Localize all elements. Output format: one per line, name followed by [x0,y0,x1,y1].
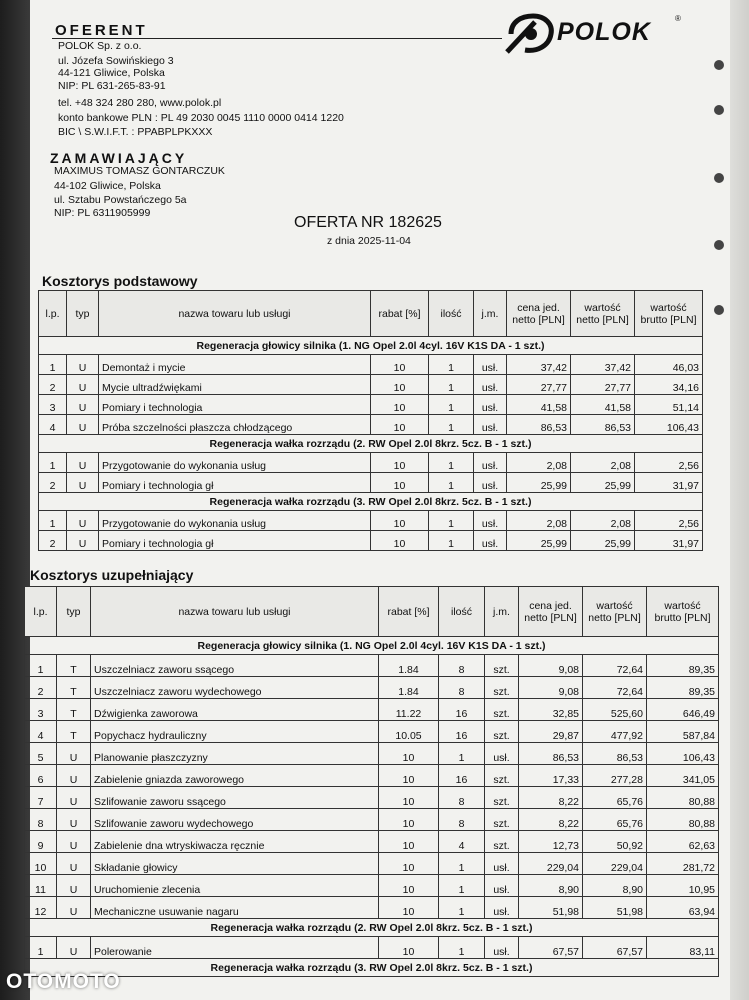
cell-netto: 86,53 [571,415,635,435]
header-nazwa: nazwa towaru lub usługi [91,587,379,637]
polok-logo [505,12,685,56]
cell-brutto: 10,95 [647,875,719,897]
cell-brutto: 281,72 [647,853,719,875]
seller-line: tel. +48 324 280 280, www.polok.pl [58,97,222,109]
cell-nazwa: Pomiary i technologia gł [99,531,371,551]
group-header-row [25,959,719,977]
cell-jm: szt. [485,699,519,721]
cell-typ: U [67,375,99,395]
group-title: Regeneracja wałka rozrządu (2. RW Opel 2.0l 8krz. 5cz. B - 1 szt.) [39,435,703,453]
cell-cena: 9,08 [519,677,583,699]
basic-cost-table [38,290,703,551]
cell-brutto: 80,88 [647,787,719,809]
cell-netto: 50,92 [583,831,647,853]
table-row [39,415,703,435]
cell-brutto: 2,56 [635,511,703,531]
cell-lp: 4 [25,721,57,743]
basic-table-body [39,337,703,551]
table-row [39,355,703,375]
cell-cena: 37,42 [507,355,571,375]
table-row [25,699,719,721]
header-rabat: rabat [%] [371,291,429,337]
cell-brutto: 646,49 [647,699,719,721]
seller-line: NIP: PL 631-265-83-91 [58,80,166,92]
cell-nazwa: Planowanie płaszczyzny [91,743,379,765]
cell-ilosc: 8 [439,677,485,699]
binder-hole [714,105,724,115]
table-header-row [25,587,719,637]
cell-nazwa: Uszczelniacz zaworu ssącego [91,655,379,677]
cell-lp: 11 [25,875,57,897]
cell-netto: 277,28 [583,765,647,787]
cell-jm: szt. [485,721,519,743]
otomoto-watermark: OTOMOTO [6,970,121,993]
cell-lp: 10 [25,853,57,875]
cell-jm: usł. [474,453,507,473]
cell-typ: U [57,875,91,897]
cell-netto: 72,64 [583,677,647,699]
table-row [39,473,703,493]
offer-document [30,0,730,1000]
cell-nazwa: Zabielenie gniazda zaworowego [91,765,379,787]
cell-ilosc: 1 [439,937,485,959]
cell-typ: U [67,453,99,473]
cell-jm: usł. [474,511,507,531]
cell-ilosc: 1 [429,355,474,375]
cell-rabat: 1.84 [379,655,439,677]
supplementary-table-body [25,637,719,977]
cell-jm: usł. [474,415,507,435]
cell-cena: 8,22 [519,787,583,809]
group-title: Regeneracja wałka rozrządu (2. RW Opel 2.0l 8krz. 5cz. B - 1 szt.) [25,919,719,937]
cell-rabat: 10 [379,743,439,765]
cell-ilosc: 16 [439,765,485,787]
cell-cena: 8,22 [519,809,583,831]
logo-text: POLOK [557,18,651,46]
cell-nazwa: Przygotowanie do wykonania usług [99,511,371,531]
cell-nazwa: Demontaż i mycie [99,355,371,375]
table-row [39,453,703,473]
cell-netto: 25,99 [571,473,635,493]
cell-typ: U [67,355,99,375]
cell-rabat: 10 [379,937,439,959]
header-brutto: wartość brutto [PLN] [647,587,719,637]
cell-typ: U [67,511,99,531]
buyer-line: ul. Sztabu Powstańczego 5a [54,194,187,206]
cell-netto: 229,04 [583,853,647,875]
cell-jm: szt. [485,787,519,809]
table-row [25,721,719,743]
cell-cena: 32,85 [519,699,583,721]
cell-lp: 2 [39,375,67,395]
table-row [25,875,719,897]
table-row [39,375,703,395]
cell-nazwa: Dźwigienka zaworowa [91,699,379,721]
header-nazwa: nazwa towaru lub usługi [99,291,371,337]
cell-rabat: 10 [379,809,439,831]
seller-heading: OFERENT [55,22,148,39]
header-lp: l.p. [39,291,67,337]
cell-jm: usł. [485,853,519,875]
cell-typ: U [67,395,99,415]
cell-ilosc: 1 [429,473,474,493]
cell-brutto: 62,63 [647,831,719,853]
buyer-line: MAXIMUS TOMASZ GONTARCZUK [54,165,225,177]
header-brutto: wartość brutto [PLN] [635,291,703,337]
table-row [39,531,703,551]
cell-lp: 1 [39,453,67,473]
seller-line: konto bankowe PLN : PL 49 2030 0045 1110 0000 0414 1220 [58,112,344,124]
cell-cena: 27,77 [507,375,571,395]
buyer-heading: ZAMAWIAJĄCY [50,150,188,166]
header-lp: l.p. [25,587,57,637]
cell-brutto: 31,97 [635,531,703,551]
table-row [25,787,719,809]
cell-typ: U [57,787,91,809]
cell-rabat: 10 [371,395,429,415]
cell-netto: 72,64 [583,655,647,677]
cell-ilosc: 8 [439,809,485,831]
cell-brutto: 587,84 [647,721,719,743]
cell-typ: T [57,677,91,699]
cell-rabat: 10 [379,897,439,919]
cell-netto: 27,77 [571,375,635,395]
buyer-line: 44-102 Gliwice, Polska [54,180,161,192]
cell-nazwa: Uruchomienie zlecenia [91,875,379,897]
cell-brutto: 63,94 [647,897,719,919]
cell-lp: 9 [25,831,57,853]
cell-nazwa: Pomiary i technologia [99,395,371,415]
cell-rabat: 10 [371,453,429,473]
cell-jm: usł. [485,937,519,959]
cell-ilosc: 8 [439,787,485,809]
cell-nazwa: Mycie ultradźwiękami [99,375,371,395]
cell-netto: 67,57 [583,937,647,959]
cell-rabat: 10 [379,831,439,853]
cell-brutto: 31,97 [635,473,703,493]
cell-jm: usł. [474,355,507,375]
cell-ilosc: 16 [439,699,485,721]
cell-rabat: 10 [379,765,439,787]
cell-lp: 8 [25,809,57,831]
cell-typ: U [57,897,91,919]
header-typ: typ [67,291,99,337]
cell-ilosc: 4 [439,831,485,853]
cell-brutto: 89,35 [647,677,719,699]
table-row [25,897,719,919]
group-title: Regeneracja głowicy silnika (1. NG Opel 2.0l 4cyl. 16V K1S DA - 1 szt.) [25,637,719,655]
group-header-row [39,337,703,355]
cell-netto: 2,08 [571,453,635,473]
header-netto: wartość netto [PLN] [583,587,647,637]
cell-lp: 1 [39,511,67,531]
cell-lp: 12 [25,897,57,919]
cell-brutto: 51,14 [635,395,703,415]
group-title: Regeneracja wałka rozrządu (3. RW Opel 2.0l 8krz. 5cz. B - 1 szt.) [25,959,719,977]
cell-netto: 2,08 [571,511,635,531]
cell-ilosc: 1 [439,875,485,897]
cell-lp: 5 [25,743,57,765]
cell-jm: usł. [485,743,519,765]
cell-rabat: 10 [379,875,439,897]
cell-nazwa: Szlifowanie zaworu ssącego [91,787,379,809]
cell-netto: 25,99 [571,531,635,551]
cell-jm: usł. [474,531,507,551]
group-title: Regeneracja głowicy silnika (1. NG Opel 2.0l 4cyl. 16V K1S DA - 1 szt.) [39,337,703,355]
cell-typ: U [57,765,91,787]
cell-lp: 2 [39,531,67,551]
offer-date: z dnia 2025-11-04 [327,235,411,247]
cell-lp: 1 [25,655,57,677]
cell-brutto: 34,16 [635,375,703,395]
cell-cena: 25,99 [507,531,571,551]
cell-jm: usł. [485,897,519,919]
table-row [39,511,703,531]
logo-registered-mark: ® [675,14,681,23]
offer-title: OFERTA NR 182625 [294,214,442,231]
table-row [25,765,719,787]
cell-lp: 1 [39,355,67,375]
cell-ilosc: 1 [439,897,485,919]
supplementary-section-title: Kosztorys uzupełniający [30,567,194,583]
cell-typ: T [57,655,91,677]
cell-ilosc: 1 [429,415,474,435]
header-ilosc: ilość [439,587,485,637]
header-cena: cena jed. netto [PLN] [507,291,571,337]
cell-rabat: 10 [371,511,429,531]
cell-lp: 1 [25,937,57,959]
cell-typ: U [57,831,91,853]
cell-lp: 6 [25,765,57,787]
polok-logo-icon [505,12,557,56]
table-row [25,853,719,875]
cell-rabat: 10 [371,355,429,375]
cell-rabat: 11.22 [379,699,439,721]
cell-ilosc: 1 [429,395,474,415]
cell-ilosc: 1 [439,853,485,875]
cell-nazwa: Uszczelniacz zaworu wydechowego [91,677,379,699]
cell-typ: U [67,415,99,435]
cell-jm: szt. [485,809,519,831]
cell-nazwa: Polerowanie [91,937,379,959]
cell-rabat: 10 [371,473,429,493]
cell-rabat: 10 [371,531,429,551]
cell-lp: 3 [25,699,57,721]
binder-holes [708,0,728,1000]
table-row [25,831,719,853]
cell-jm: szt. [485,655,519,677]
cell-nazwa: Pomiary i technologia gł [99,473,371,493]
seller-divider [52,38,502,39]
cell-netto: 525,60 [583,699,647,721]
header-jm: j.m. [474,291,507,337]
cell-netto: 8,90 [583,875,647,897]
cell-ilosc: 1 [429,375,474,395]
cell-typ: U [67,473,99,493]
table-row [25,655,719,677]
cell-rabat: 10 [379,853,439,875]
table-row [25,677,719,699]
cell-ilosc: 1 [429,453,474,473]
cell-cena: 25,99 [507,473,571,493]
cell-typ: U [57,809,91,831]
cell-brutto: 2,56 [635,453,703,473]
cell-nazwa: Popychacz hydrauliczny [91,721,379,743]
cell-jm: szt. [485,765,519,787]
table-row [25,743,719,765]
cell-netto: 65,76 [583,809,647,831]
cell-typ: U [67,531,99,551]
cell-rabat: 1.84 [379,677,439,699]
cell-jm: usł. [474,473,507,493]
cell-cena: 17,33 [519,765,583,787]
cell-netto: 51,98 [583,897,647,919]
cell-cena: 2,08 [507,511,571,531]
header-rabat: rabat [%] [379,587,439,637]
cell-brutto: 83,11 [647,937,719,959]
cell-cena: 2,08 [507,453,571,473]
cell-jm: usł. [485,875,519,897]
cell-nazwa: Próba szczelności płaszcza chłodzącego [99,415,371,435]
group-header-row [25,637,719,655]
cell-lp: 4 [39,415,67,435]
cell-cena: 86,53 [507,415,571,435]
cell-rabat: 10 [379,787,439,809]
supplementary-cost-table [24,586,719,977]
group-header-row [25,919,719,937]
cell-ilosc: 1 [439,743,485,765]
cell-jm: szt. [485,831,519,853]
cell-cena: 86,53 [519,743,583,765]
table-row [39,395,703,415]
cell-lp: 7 [25,787,57,809]
table-header-row [39,291,703,337]
cell-netto: 65,76 [583,787,647,809]
header-typ: typ [57,587,91,637]
cell-jm: usł. [474,375,507,395]
cell-cena: 51,98 [519,897,583,919]
cell-cena: 67,57 [519,937,583,959]
cell-typ: U [57,853,91,875]
cell-netto: 41,58 [571,395,635,415]
cell-brutto: 341,05 [647,765,719,787]
group-header-row [39,435,703,453]
cell-jm: szt. [485,677,519,699]
cell-brutto: 106,43 [647,743,719,765]
seller-line: 44-121 Gliwice, Polska [58,67,165,79]
header-jm: j.m. [485,587,519,637]
cell-brutto: 46,03 [635,355,703,375]
cell-rabat: 10 [371,415,429,435]
cell-cena: 9,08 [519,655,583,677]
cell-nazwa: Zabielenie dna wtryskiwacza ręcznie [91,831,379,853]
cell-nazwa: Mechaniczne usuwanie nagaru [91,897,379,919]
cell-ilosc: 16 [439,721,485,743]
cell-brutto: 80,88 [647,809,719,831]
cell-cena: 8,90 [519,875,583,897]
group-header-row [39,493,703,511]
table-row [25,809,719,831]
cell-brutto: 106,43 [635,415,703,435]
cell-netto: 37,42 [571,355,635,375]
cell-brutto: 89,35 [647,655,719,677]
basic-section-title: Kosztorys podstawowy [42,273,198,289]
cell-ilosc: 8 [439,655,485,677]
cell-typ: T [57,721,91,743]
header-netto: wartość netto [PLN] [571,291,635,337]
cell-typ: T [57,699,91,721]
cell-netto: 86,53 [583,743,647,765]
group-title: Regeneracja wałka rozrządu (3. RW Opel 2.0l 8krz. 5cz. B - 1 szt.) [39,493,703,511]
header-ilosc: ilość [429,291,474,337]
cell-rabat: 10.05 [379,721,439,743]
cell-cena: 41,58 [507,395,571,415]
cell-lp: 3 [39,395,67,415]
cell-jm: usł. [474,395,507,415]
cell-nazwa: Szlifowanie zaworu wydechowego [91,809,379,831]
binder-hole [714,173,724,183]
binder-hole [714,305,724,315]
buyer-line: NIP: PL 6311905999 [54,207,151,219]
cell-lp: 2 [25,677,57,699]
seller-line: POLOK Sp. z o.o. [58,40,142,52]
cell-typ: U [57,937,91,959]
cell-netto: 477,92 [583,721,647,743]
cell-ilosc: 1 [429,531,474,551]
table-row [25,937,719,959]
binder-hole [714,60,724,70]
seller-line: ul. Józefa Sowińskiego 3 [58,55,174,67]
cell-typ: U [57,743,91,765]
cell-cena: 12,73 [519,831,583,853]
header-cena: cena jed. netto [PLN] [519,587,583,637]
cell-ilosc: 1 [429,511,474,531]
cell-lp: 2 [39,473,67,493]
cell-cena: 229,04 [519,853,583,875]
cell-rabat: 10 [371,375,429,395]
binder-hole [714,240,724,250]
cell-nazwa: Przygotowanie do wykonania usług [99,453,371,473]
cell-nazwa: Składanie głowicy [91,853,379,875]
cell-cena: 29,87 [519,721,583,743]
seller-line: BIC \ S.W.I.F.T. : PPABPLPKXXX [58,126,213,138]
